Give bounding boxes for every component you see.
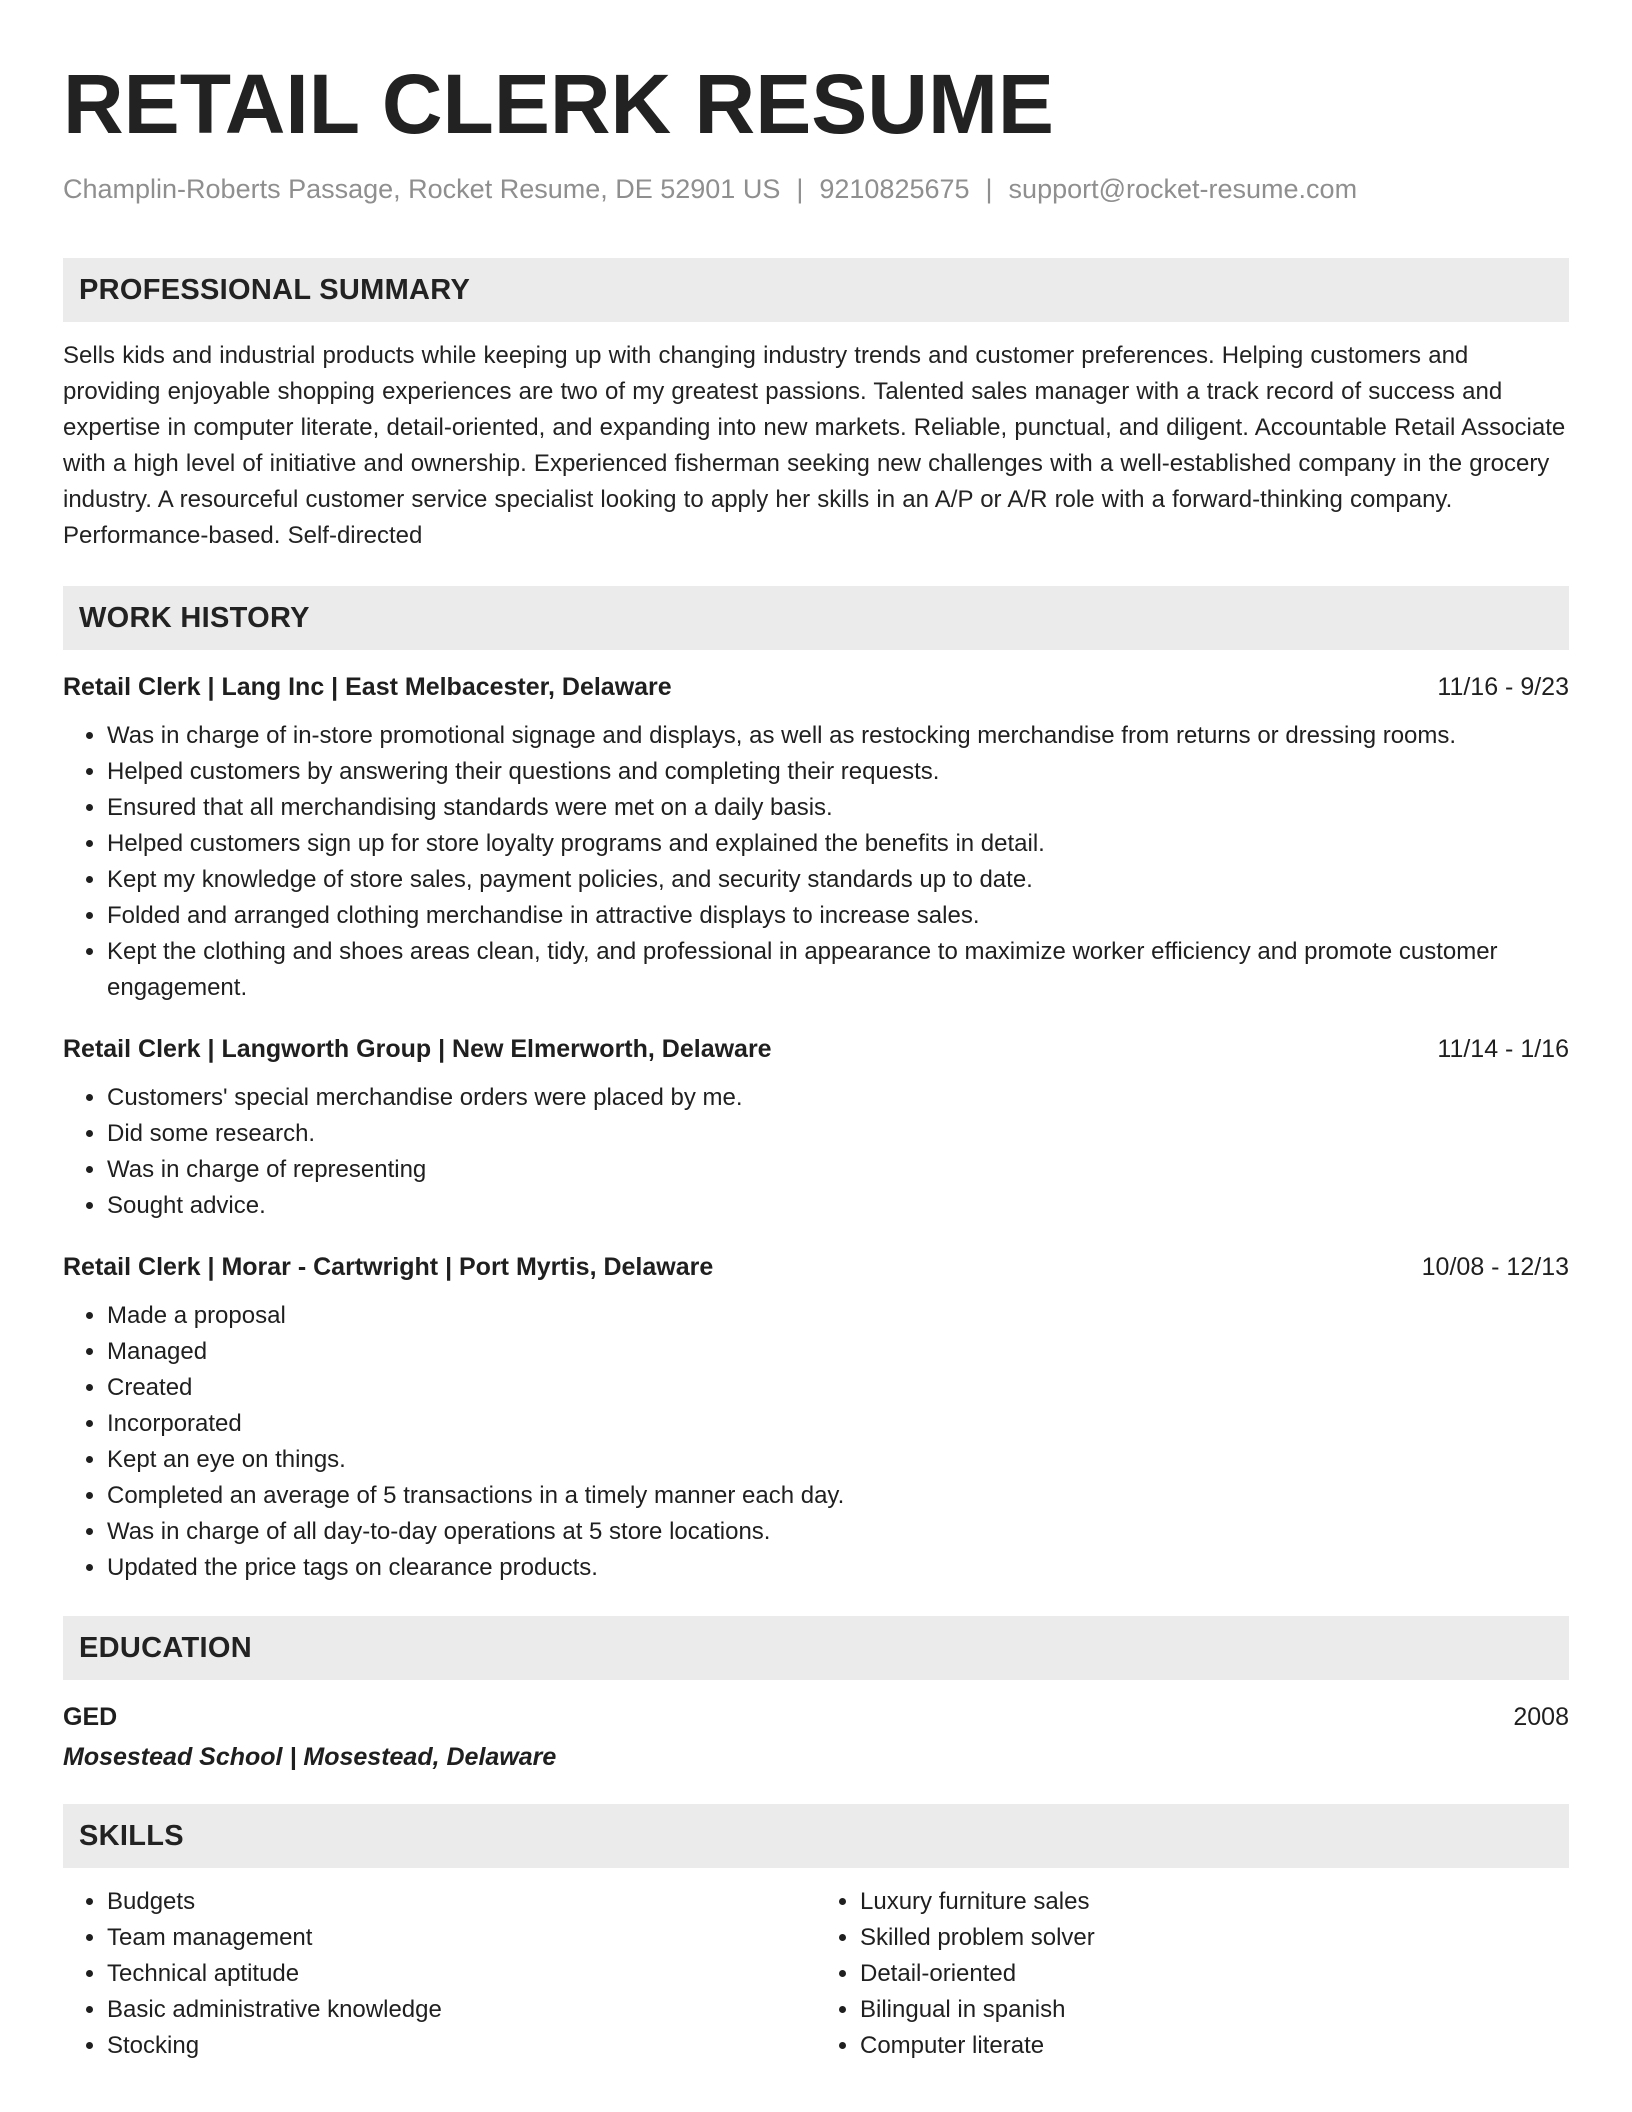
- job-bullet: • Did some research.: [107, 1116, 1569, 1152]
- job-bullet-list: [63, 1080, 1569, 1224]
- skill-item: • Bilingual in spanish: [860, 1992, 1569, 2028]
- skills-columns: [63, 1884, 1569, 2064]
- contact-line: [63, 172, 1569, 206]
- education-header: [63, 1700, 1569, 1734]
- job-bullet-list: [63, 718, 1569, 1006]
- education-school: Mosestead School | Mosestead, Delaware: [63, 1743, 557, 1771]
- job-entry: [63, 1250, 1569, 1586]
- job-bullet: • Helped customers by answering their questions and completing their requests.: [107, 754, 1569, 790]
- job-entry: [63, 670, 1569, 1006]
- job-bullet: • Folded and arranged clothing merchandise in attractive displays to increase sales.: [107, 898, 1569, 934]
- job-bullet: • Incorporated: [107, 1406, 1569, 1442]
- skill-item: • Computer literate: [860, 2028, 1569, 2064]
- skill-item: • Detail-oriented: [860, 1956, 1569, 1992]
- skill-item: • Technical aptitude: [107, 1956, 816, 1992]
- skill-item: • Team management: [107, 1920, 816, 1956]
- education-entry: [63, 1700, 1569, 1774]
- skill-item: • Skilled problem solver: [860, 1920, 1569, 1956]
- job-bullet: • Ensured that all merchandising standards were met on a daily basis.: [107, 790, 1569, 826]
- job-bullet: • Made a proposal: [107, 1298, 1569, 1334]
- job-bullet-list: [63, 1298, 1569, 1586]
- skill-item: • Luxury furniture sales: [860, 1884, 1569, 1920]
- job-bullet: • Completed an average of 5 transactions in a timely manner each day.: [107, 1478, 1569, 1514]
- contact-separator: |: [796, 174, 804, 204]
- job-bullet: • Helped customers sign up for store loyalty programs and explained the benefits in detail.: [107, 826, 1569, 862]
- section-header-skills: SKILLS: [63, 1804, 1569, 1868]
- job-dates: 11/14 - 1/16: [1437, 1035, 1569, 1063]
- job-bullet: • Was in charge of representing: [107, 1152, 1569, 1188]
- job-dates: 11/16 - 9/23: [1437, 673, 1569, 701]
- job-entry: [63, 1032, 1569, 1224]
- job-title: Retail Clerk | Langworth Group | New Elmerworth, Delaware: [63, 1035, 772, 1063]
- job-header: [63, 1032, 1569, 1066]
- section-header-work-history: WORK HISTORY: [63, 586, 1569, 650]
- skills-list-left: [63, 1884, 816, 2064]
- summary-text: Sells kids and industrial products while keeping up with changing industry trends and customer preferences. Helping customers and providing enjoyable shopping experiences are two of my greatest passions. Talented sales manager with a track record of success and expertise in computer literate, detail-oriented, and expanding into new markets. Reliable, punctual, and diligent. Accountable Retail Associate with a high level of initiative and ownership. Experienced fisherman seeking new challenges with a well-established company in the grocery industry. A resourceful customer service specialist looking to apply her skills in an A/P or A/R role with a forward-thinking company. Performance-based. Self-directed: [63, 342, 1566, 549]
- contact-separator: |: [985, 174, 993, 204]
- education-degree: GED: [63, 1703, 118, 1731]
- job-bullet: • Kept an eye on things.: [107, 1442, 1569, 1478]
- education-year: 2008: [1513, 1703, 1569, 1731]
- job-bullet: • Kept my knowledge of store sales, payment policies, and security standards up to date.: [107, 862, 1569, 898]
- job-bullet: • Kept the clothing and shoes areas clean, tidy, and professional in appearance to maximize worker efficiency and promote customer engagement.: [107, 934, 1569, 1006]
- skill-item: • Basic administrative knowledge: [107, 1992, 816, 2028]
- section-header-education: EDUCATION: [63, 1616, 1569, 1680]
- job-bullet: • Managed: [107, 1334, 1569, 1370]
- job-bullet: • Customers' special merchandise orders were placed by me.: [107, 1080, 1569, 1116]
- contact-address: Champlin-Roberts Passage, Rocket Resume, DE 52901 US: [63, 174, 781, 204]
- job-dates: 10/08 - 12/13: [1421, 1253, 1569, 1281]
- skill-item: • Stocking: [107, 2028, 816, 2064]
- skill-item: • Budgets: [107, 1884, 816, 1920]
- skills-list-right: [816, 1884, 1569, 2064]
- job-bullet: • Created: [107, 1370, 1569, 1406]
- job-bullet: • Sought advice.: [107, 1188, 1569, 1224]
- job-bullet: • Was in charge of in-store promotional signage and displays, as well as restocking merchandise from returns or dressing rooms.: [107, 718, 1569, 754]
- job-title: Retail Clerk | Lang Inc | East Melbacester, Delaware: [63, 673, 672, 701]
- job-header: [63, 670, 1569, 704]
- job-header: [63, 1250, 1569, 1284]
- contact-phone: 9210825675: [819, 174, 970, 204]
- job-title: Retail Clerk | Morar - Cartwright | Port Myrtis, Delaware: [63, 1253, 714, 1281]
- job-bullet: • Was in charge of all day-to-day operations at 5 store locations.: [107, 1514, 1569, 1550]
- resume-title: RETAIL CLERK RESUME: [63, 57, 1054, 151]
- job-bullet: • Updated the price tags on clearance products.: [107, 1550, 1569, 1586]
- contact-email: support@rocket-resume.com: [1008, 174, 1358, 204]
- section-header-summary: PROFESSIONAL SUMMARY: [63, 258, 1569, 322]
